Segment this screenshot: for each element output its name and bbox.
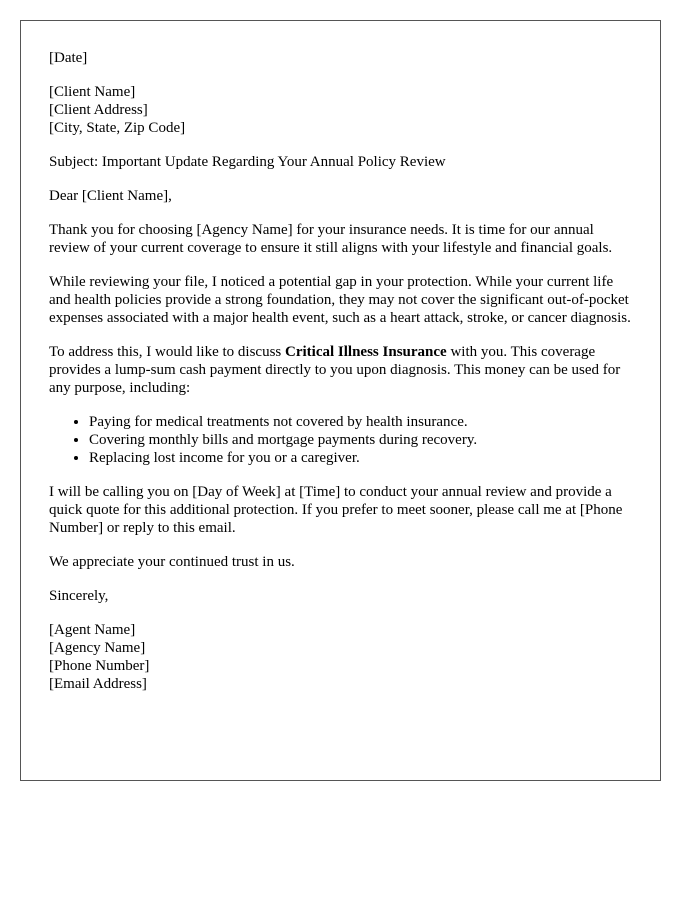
benefits-list <box>49 413 632 467</box>
recipient-address: [Client Address] <box>49 102 148 118</box>
recipient-city-state-zip: [City, State, Zip Code] <box>49 120 186 136</box>
paragraph-text-before: To address this, I would like to discuss <box>49 344 286 360</box>
letter-paragraph-critical-illness <box>49 343 632 397</box>
letter-paragraph-call-schedule: I will be calling you on [Day of Week] at [Time] to conduct your annual review and provide a quick quote for this additional protection. If you prefer to meet sooner, please call me at [Phone Number] or reply to this email. <box>49 484 623 536</box>
benefit-list-item: • Paying for medical treatments not covered by health insurance. <box>89 413 632 431</box>
letter-paragraph-intro: Thank you for choosing [Agency Name] for your insurance needs. It is time for our annual review of your current coverage to ensure it still aligns with your lifestyle and financial goals. <box>49 222 613 256</box>
letter-paragraph-appreciation: We appreciate your continued trust in us. <box>49 554 295 570</box>
recipient-name: [Client Name] <box>49 84 136 100</box>
letter-page <box>20 20 661 781</box>
signature-phone: [Phone Number] <box>49 658 150 674</box>
letter-paragraph-coverage-gap: While reviewing your file, I noticed a potential gap in your protection. While your current life and health policies provide a strong foundation, they may not cover the significant out-of-pocket expenses associated with a major health event, such as a heart attack, stroke, or cancer diagnosis. <box>49 274 631 326</box>
signature-agency-name: [Agency Name] <box>49 640 146 656</box>
letter-salutation: Dear [Client Name], <box>49 188 172 204</box>
benefit-list-item: • Replacing lost income for you or a caregiver. <box>89 449 632 467</box>
benefit-list-item: • Covering monthly bills and mortgage payments during recovery. <box>89 431 632 449</box>
signature-agent-name: [Agent Name] <box>49 622 136 638</box>
paragraph-text-after: with you. This coverage provides a lump-sum cash payment directly to you upon diagnosis. This money can be used for any purpose, including: <box>49 344 621 396</box>
letter-closing: Sincerely, <box>49 588 109 604</box>
product-name-bold: Critical Illness Insurance <box>285 344 447 360</box>
recipient-address-block <box>49 83 632 137</box>
letter-subject: Subject: Important Update Regarding Your Annual Policy Review <box>49 154 446 170</box>
signature-email: [Email Address] <box>49 676 147 692</box>
letter-date: [Date] <box>49 50 88 66</box>
signature-block <box>49 621 632 693</box>
